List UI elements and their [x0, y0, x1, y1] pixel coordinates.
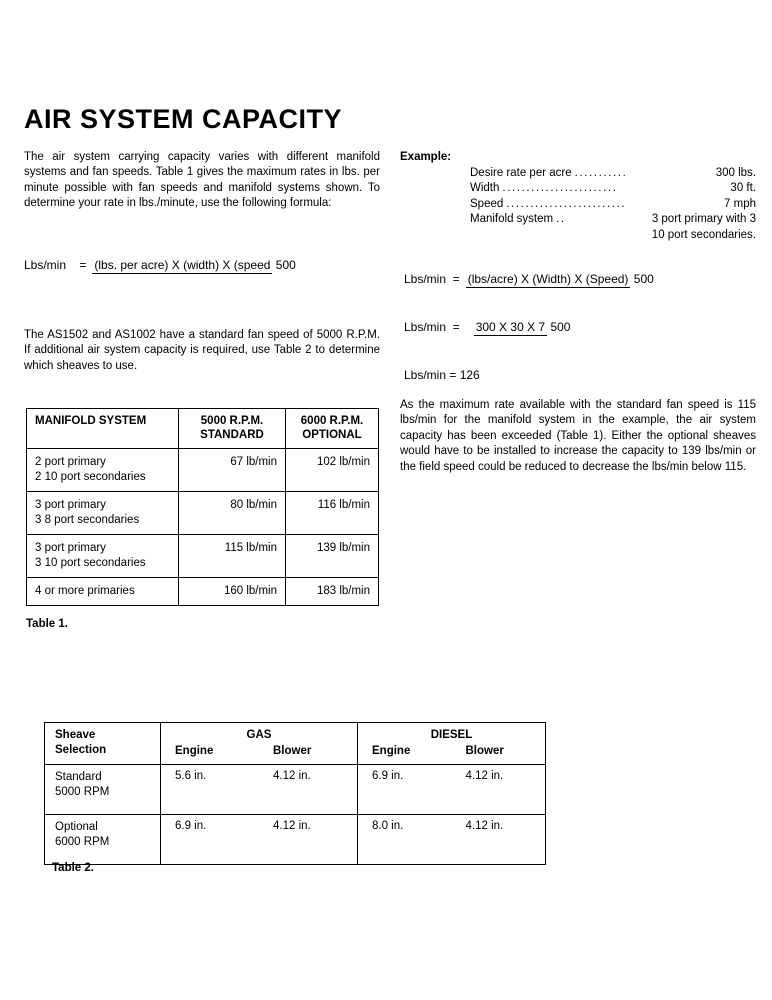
example-item2-value: 7 mph	[724, 197, 756, 210]
example-continuation: 10 port secondaries.	[651, 228, 756, 241]
table-2-row0-diesel-engine: 6.9 in.	[372, 770, 404, 782]
main-formula-numerator: (lbs. per acre) X (width) X (speed	[94, 258, 271, 272]
table-1-row3-optional: 183 lb/min	[286, 578, 379, 606]
table-2-row0-label-line2: 5000 RPM	[55, 786, 110, 798]
table-1-row0-label-line2: 2 10 port secondaries	[35, 471, 146, 483]
example-formula-1-lead: Lbs/min =	[404, 272, 460, 286]
table-2-header-row	[45, 723, 546, 745]
example-item0-value: 300 lbs.	[715, 167, 756, 179]
table-2-row0-gas-blower: 4.12 in.	[273, 770, 311, 782]
table-1-row2-optional: 139 lb/min	[286, 535, 379, 578]
table-1	[26, 408, 378, 606]
example-item1-label: Width	[470, 182, 500, 195]
table-2-row1-label-line2: 6000 RPM	[55, 836, 110, 848]
table-1-header-row	[27, 409, 379, 449]
table-1-header-manifold: MANIFOLD SYSTEM	[27, 409, 179, 449]
table-1-row3-label-line1: 4 or more primaries	[35, 585, 135, 597]
table-row	[27, 535, 379, 578]
table-2-header-gas: GAS	[161, 723, 358, 745]
example-item3-value: 3 port primary with 3	[651, 213, 756, 226]
table-1-row1-label	[27, 492, 179, 535]
table-1-row0-label	[27, 449, 179, 492]
table-2-subheader-gas-engine: Engine	[175, 744, 214, 757]
example-formula-2	[404, 320, 570, 335]
sheaves-paragraph-block	[24, 328, 380, 374]
table-1-row2-label-line1: 3 port primary	[35, 542, 106, 554]
table-2-header-diesel: DIESEL	[358, 723, 546, 745]
result-paragraph: As the maximum rate available with the standard fan speed is 115 lbs/min for the manifold system in the example, the air system capacity has been exceeded (Table 1). Either the optional sheaves would have to be installed to increase the capacity to 139 lbs/min or the field speed could be reduced to decrease the lbs/min below 115.	[400, 399, 756, 473]
list-item	[470, 166, 756, 181]
example-item1-value: 30 ft.	[730, 182, 756, 195]
page-title: AIR SYSTEM CAPACITY	[24, 104, 343, 134]
table-2-row0-label-line1: Standard	[55, 771, 102, 783]
table-2-row1-gas	[161, 815, 358, 865]
example-formula-2-denominator: 500	[550, 320, 571, 334]
table-2-row1-label	[45, 815, 161, 865]
table-2-row1-label-line1: Optional	[55, 821, 98, 833]
table-2-subheader-diesel-engine: Engine	[372, 744, 411, 757]
table-2	[44, 722, 545, 865]
table-1-row1-label-line1: 3 port primary	[35, 499, 106, 511]
table-1-row0-label-line1: 2 port primary	[35, 456, 106, 468]
main-formula-denominator: 500	[275, 258, 296, 272]
table-2-header-sheave-line1: Sheave	[55, 729, 96, 741]
example-item3-label: Manifold system	[470, 213, 554, 226]
example-formula-3: Lbs/min = 126	[404, 368, 480, 382]
example-formula-2-numerator: 300 X 30 X 7	[475, 320, 546, 334]
table-row	[45, 765, 546, 815]
table-row	[45, 815, 546, 865]
table-2-row1-gas-engine: 6.9 in.	[175, 820, 207, 832]
table-2-row1-diesel	[358, 815, 546, 865]
table-1-row2-label-line2: 3 10 port secondaries	[35, 557, 146, 569]
table-row	[27, 578, 379, 606]
table-2-row1-diesel-engine: 8.0 in.	[372, 820, 404, 832]
table-1-header-optional-line2: OPTIONAL	[302, 429, 362, 441]
table-2-row0-gas-engine: 5.6 in.	[175, 770, 207, 782]
example-item2-dots: .........................	[506, 197, 627, 210]
example-item2-label: Speed	[470, 197, 504, 210]
main-formula	[24, 258, 296, 273]
table-1-header-standard-line2: STANDARD	[200, 429, 264, 441]
table-1-row0-standard: 67 lb/min	[179, 449, 286, 492]
table-2-row0-diesel-blower: 4.12 in.	[465, 770, 504, 782]
result-paragraph-block	[400, 398, 756, 475]
table-1-row2-standard: 115 lb/min	[179, 535, 286, 578]
list-item	[470, 212, 756, 227]
sheaves-paragraph: The AS1502 and AS1002 have a standard fan speed of 5000 R.P.M. If additional air system capacity is required, use Table 2 to determine which sheaves to use.	[24, 329, 380, 372]
main-formula-lead: Lbs/min =	[24, 258, 87, 272]
table-2-row0-label	[45, 765, 161, 815]
table-row	[27, 492, 379, 535]
table-2-subheader-gas	[161, 745, 358, 765]
table-2-row1-diesel-blower: 4.12 in.	[465, 820, 504, 832]
table-1-row1-optional: 116 lb/min	[286, 492, 379, 535]
example-formula-1-denominator: 500	[633, 272, 654, 286]
table-1-header-standard	[179, 409, 286, 449]
example-item0-dots: ...........	[574, 167, 628, 179]
example-item0-label: Desire rate per acre	[470, 167, 572, 179]
table-1-row1-standard: 80 lb/min	[179, 492, 286, 535]
table-1-row0-optional: 102 lb/min	[286, 449, 379, 492]
table-2-row1-gas-blower: 4.12 in.	[273, 820, 311, 832]
table-1-header-optional-line1: 6000 R.P.M.	[300, 415, 364, 427]
list-item	[470, 197, 756, 212]
example-item1-dots: ........................	[502, 182, 618, 195]
left-column	[24, 150, 380, 212]
table-1-header-standard-line1: 5000 R.P.M.	[200, 415, 264, 427]
table-1-row1-label-line2: 3 8 port secondaries	[35, 514, 140, 526]
table-row	[27, 449, 379, 492]
example-formula-1	[404, 272, 654, 287]
table-1-row2-label	[27, 535, 179, 578]
table-1-row3-label	[27, 578, 179, 606]
table-1-caption: Table 1.	[26, 618, 68, 630]
table-2-subheader-diesel	[358, 745, 546, 765]
example-list	[470, 166, 756, 243]
table-1-row3-standard: 160 lb/min	[179, 578, 286, 606]
example-heading: Example:	[400, 151, 452, 163]
example-item3-dots: ..	[556, 213, 566, 226]
table-2-row0-diesel	[358, 765, 546, 815]
example-formula-2-lead: Lbs/min =	[404, 320, 460, 334]
table-2-subheader-gas-blower: Blower	[273, 744, 312, 757]
table-2-row0-gas	[161, 765, 358, 815]
table-2-caption: Table 2.	[52, 862, 94, 874]
table-2-header-sheave	[45, 723, 161, 765]
table-2-header-sheave-line2: Selection	[55, 744, 107, 756]
table-1-header-optional	[286, 409, 379, 449]
table-2-subheader-diesel-blower: Blower	[465, 744, 504, 757]
intro-paragraph: The air system carrying capacity varies with different manifold systems and fan speeds. Table 1 gives the maximum rates in lbs. per minute possible with fan speeds and manifold systems shown. To determine your rate in lbs./minute, use the following formula:	[24, 151, 380, 210]
example-formula-1-numerator: (lbs/acre) X (Width) X (Speed)	[467, 272, 629, 286]
list-item	[470, 181, 756, 196]
